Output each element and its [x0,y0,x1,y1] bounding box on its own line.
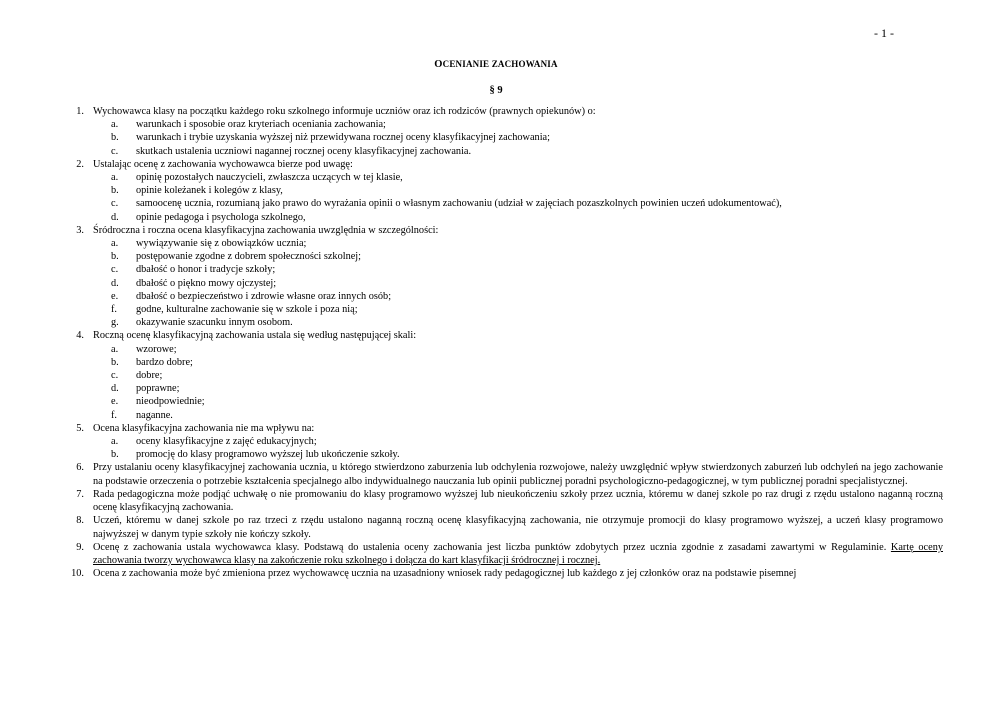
sub-item-letter: b. [111,449,119,461]
item-number: 5. [76,422,84,434]
sub-item [70,171,943,184]
sub-item-letter: g. [111,317,119,329]
item-number: 8. [76,515,84,527]
item-text [93,224,943,237]
sub-item-letter: c. [111,198,119,210]
sub-item-text: promocję do klasy programowo wyższej lub ukończenie szkoły. [136,449,400,461]
item-text-body: Ocena klasyfikacyjna zachowania nie ma wpływu na: [93,422,315,434]
item-number: 7. [76,488,84,500]
sub-item-letter: d. [111,277,119,289]
item-number: 2. [76,158,84,170]
sub-item [70,409,943,422]
sub-item-text: dbałość o piękno mowy ojczystej; [136,277,277,289]
item-number: 4. [76,330,84,342]
sub-item-letter: e. [111,396,119,408]
sub-item-text: naganne. [136,409,173,421]
sub-item-letter: b. [111,251,119,263]
list-item [70,105,943,118]
item-text [93,105,943,118]
sub-item-text: wywiązywanie się z obowiązków ucznia; [136,238,307,250]
sub-item-letter: a. [111,119,119,131]
sub-item-text: wzorowe; [136,343,177,355]
item-text [93,461,943,487]
sub-item [70,435,943,448]
sub-item [70,343,943,356]
sub-item-letter: c. [111,145,119,157]
item-text [93,329,943,342]
item-underlined-text: Kartę oceny zachowania tworzy wychowawca klasy na zakończenie roku szkolnego i dołącza do kart klasyfikacji śródrocznej i rocznej. [93,541,943,566]
item-text-body: Ustalając ocenę z zachowania wychowawca bierze pod uwagę: [93,158,353,170]
sub-item-letter: f. [111,409,118,421]
sub-item [70,290,943,303]
page-number: - 1 - [874,26,894,40]
sub-item-text: skutkach ustalenia uczniowi nagannej rocznej oceny klasyfikacyjnej zachowania. [136,145,472,157]
item-text-body: Rada pedagogiczna może podjąć uchwałę o nie promowaniu do klasy programowo wyższej lub nieukończeniu szkoły przez ucznia, któremu w danej szkole po raz drugi z rzędu ustalono naganną roczną ocenę klasyfikacyjną zachowania. [93,488,943,514]
item-number: 9. [76,541,84,553]
item-text-body: Uczeń, któremu w danej szkole po raz trzeci z rzędu ustalono naganną roczną ocenę klasyfikacyjną zachowania, nie otrzymuje promocji do klasy programowo wyższej, a uczeń klasy programowo najwyższej w danym typie szkoły nie kończy szkoły. [93,515,943,540]
sub-item [70,382,943,395]
sub-item-letter: d. [111,211,119,223]
sub-item-letter: c. [111,264,119,276]
list-item [70,514,943,540]
sub-item-text: postępowanie zgodne z dobrem społeczności szkolnej; [136,251,362,263]
sub-item-text: dbałość o bezpieczeństwo i zdrowie własne oraz innych osób; [136,290,392,302]
item-text [93,567,943,580]
sub-item [70,184,943,197]
item-text-body: Śródroczna i roczna ocena klasyfikacyjna zachowania uwzględnia w szczególności: [93,224,439,236]
paragraph-sign: § 9 [489,85,503,96]
sub-item [70,145,943,158]
sub-item-letter: c. [111,370,119,382]
sub-item [70,263,943,276]
sub-item [70,277,943,290]
section-title-initial: O [434,59,443,70]
sub-item [70,303,943,316]
sub-item-letter: b. [111,132,119,144]
sub-item [70,211,943,224]
item-text-body: Roczną ocenę klasyfikacyjną zachowania ustala się według następującej skali: [93,330,417,342]
sub-item [70,369,943,382]
sub-item-text: opinie koleżanek i kolegów z klasy, [136,185,283,197]
item-text [93,488,943,514]
sub-item-text: samoocenę ucznia, rozumianą jako prawo do wyrażania opinii o własnym zachowaniu (udział w zajęciach pozaszkolnych powinien uczeń udokumentować), [136,198,782,210]
item-number: 3. [76,224,84,236]
section-title [0,58,992,71]
sub-item-letter: d. [111,383,119,395]
sub-item-text: opinię pozostałych nauczycieli, zwłaszcza uczących w tej klasie, [136,172,403,184]
sub-item-text: nieodpowiednie; [136,396,205,408]
sub-item-text: godne, kulturalne zachowanie się w szkole i poza nią; [136,304,358,316]
sub-item-letter: e. [111,290,119,302]
sub-item [70,118,943,131]
sub-item [70,250,943,263]
item-text [93,158,943,171]
sub-item-text: warunkach i trybie uzyskania wyższej niż przewidywana rocznej oceny klasyfikacyjnej zachowania; [136,132,550,144]
list-item [70,224,943,237]
list-item [70,488,943,514]
item-text-body: Ocenę z zachowania ustala wychowawca klasy. Podstawą do ustalenia oceny zachowania jest liczba punktów zdobytych przez ucznia zgodnie z zasadami zawartymi w Regulaminie. [93,541,891,553]
sub-item-text: dbałość o honor i tradycje szkoły; [136,264,276,276]
item-text [93,422,943,435]
sub-item-text: dobre; [136,370,163,382]
sub-item-letter: f. [111,304,118,316]
sub-item [70,395,943,408]
sub-item-letter: a. [111,436,119,448]
list-item [70,329,943,342]
sub-item-letter: a. [111,343,119,355]
sub-item [70,237,943,250]
sub-item [70,197,943,210]
sub-item-letter: a. [111,172,119,184]
sub-item [70,131,943,144]
numbered-list [70,105,943,580]
item-text-body: Wychowawca klasy na początku każdego roku szkolnego informuje uczniów oraz ich rodziców (prawnych opiekunów) o: [93,106,596,117]
item-text [93,541,943,567]
section-title-rest: CENIANIE ZACHOWANIA [442,59,558,69]
item-number: 6. [76,462,84,474]
sub-item [70,316,943,329]
list-item [70,567,943,580]
sub-item-text: warunkach i sposobie oraz kryteriach oceniania zachowania; [136,119,386,131]
item-text-body: Ocena z zachowania może być zmieniona przez wychowawcę ucznia na uzasadniony wniosek rady pedagogicznej lub każdego z jej członków oraz na podstawie pisemnej [93,568,797,580]
item-number: 1. [76,106,84,117]
sub-item-letter: b. [111,185,119,197]
list-item [70,541,943,567]
item-number: 10. [71,568,84,580]
item-text [93,514,943,540]
sub-item-letter: a. [111,238,119,250]
sub-item-text: okazywanie szacunku innym osobom. [136,317,293,329]
sub-item-letter: b. [111,356,119,368]
sub-item-text: oceny klasyfikacyjne z zajęć edukacyjnych; [136,436,317,448]
sub-item-text: poprawne; [136,383,180,395]
list-item [70,422,943,435]
item-text-body: Przy ustalaniu oceny klasyfikacyjnej zachowania ucznia, u którego stwierdzono zaburzenia lub odchylenia rozwojowe, należy uwzględnić wpływ stwierdzonych zaburzeń lub odchyleń na jego zachowanie na podstawie orzeczenia o potrzebie kształcenia specjalnego albo indywidualnego nauczania lub opinii publicznej poradni psychologiczno-pedagogicznej, w tym publicznej poradni specjalistycznej. [93,462,943,487]
sub-item-text: opinie pedagoga i psychologa szkolnego, [136,211,306,223]
list-item [70,461,943,487]
sub-item [70,356,943,369]
sub-item-text: bardzo dobre; [136,356,193,368]
sub-item [70,448,943,461]
list-item [70,158,943,171]
